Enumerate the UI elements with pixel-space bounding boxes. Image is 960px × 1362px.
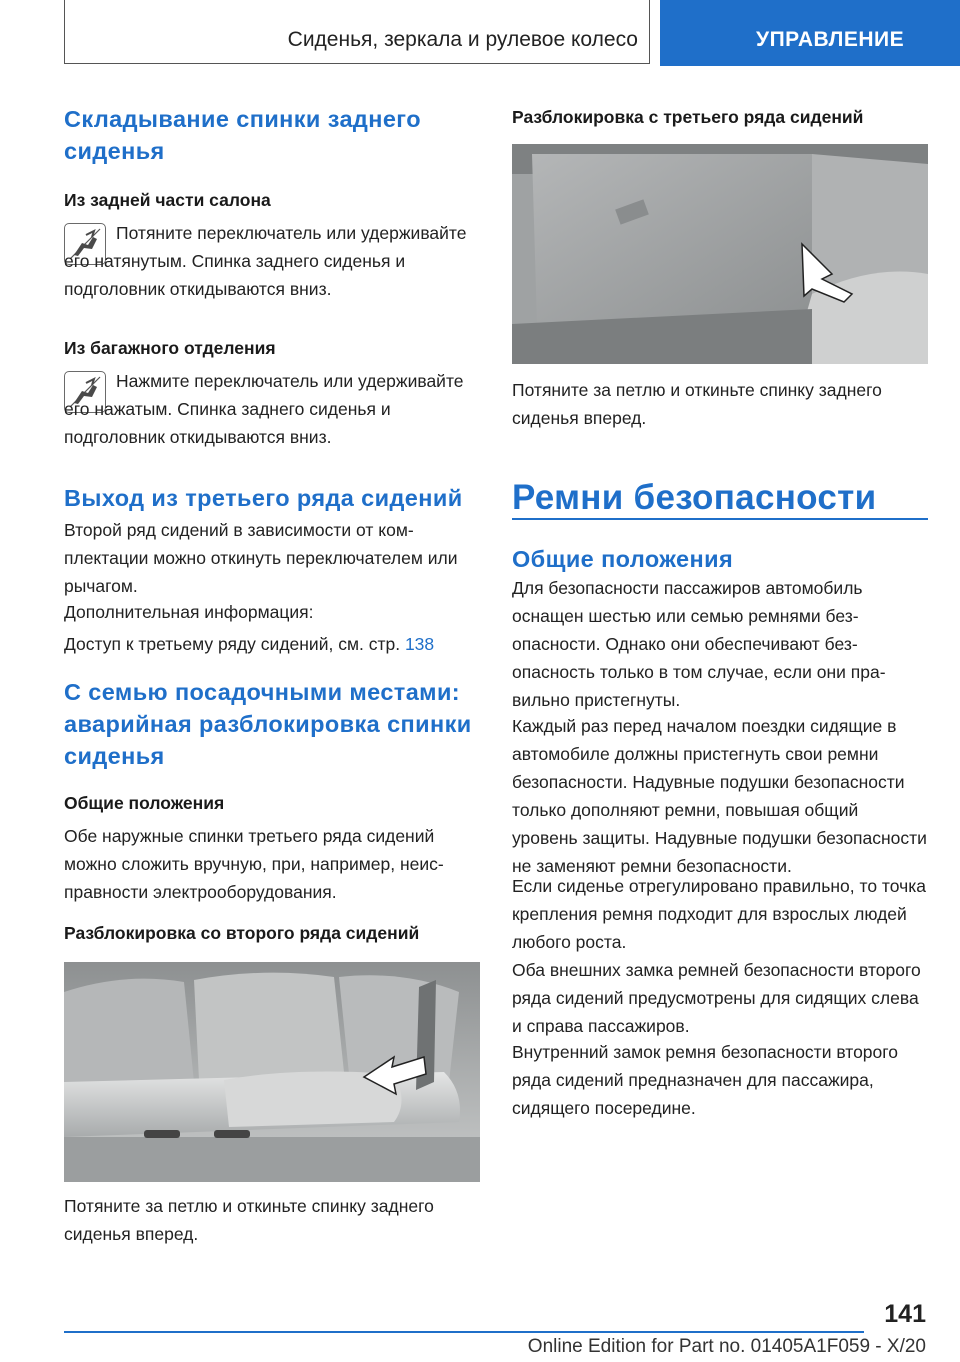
caption-second-row: Потяните за петлю и откиньте спинку заднего сиденья вперед. xyxy=(64,1196,434,1244)
section-title: Сиденья, зеркала и рулевое колесо xyxy=(287,28,638,51)
subheading-unlock-third-row: Разблокировка с третьего ряда сидений xyxy=(512,107,864,127)
subheading-from-trunk: Из багажного отделения xyxy=(64,338,276,358)
heading-seven-seats: С семью посадочными местами: аварийная разблокировка спинки сиденья xyxy=(64,679,472,769)
paragraph-belts-2: Каждый раз перед началом поездки сидящие в автомобиле должны пристегнуть свои ремни безопасности. Надувные подушки безопасности только дополняют ремни, повышая общий уровень защиты. Надувные подушки безопасности не заменяют ремни безопасности. xyxy=(512,716,927,876)
paragraph-belts-5: Внутренний замок ремня безопасности второго ряда сидений предназначен для пассажира, сидящего посередине. xyxy=(512,1042,898,1118)
page-reference-link[interactable]: 138 xyxy=(404,634,435,654)
footer-edition: Online Edition for Part no. 01405A1F059 - X/20 xyxy=(527,1336,926,1357)
access-text: Доступ к третьему ряду сидений, см. стр. xyxy=(64,634,401,654)
heading-fold-backrest: Складывание спинки заднего сиденья xyxy=(64,106,421,164)
heading-seat-belts: Ремни безопасности xyxy=(512,478,877,517)
paragraph-belts-4: Оба внешних замка ремней безопасности второго ряда сидений предусмотрены для сидящих слева и справа пассажиров. xyxy=(512,960,921,1036)
subheading-from-rear: Из задней части салона xyxy=(64,190,271,210)
heading-rule xyxy=(512,518,928,520)
paragraph-belts-1: Для безопасности пассажиров автомобиль оснащен шестью или семью ремнями безопасности. Однако они обеспечивают безопасность только в том случае, если они правильно пристегнуты. xyxy=(512,578,886,710)
page-header xyxy=(0,0,960,66)
paragraph-exit-third-row: Второй ряд сидений в зависимости от комплектации можно откинуть переключателем или рычагом. xyxy=(64,520,458,596)
page-number: 141 xyxy=(884,1300,926,1328)
heading-general-right: Общие положения xyxy=(512,546,734,572)
subheading-unlock-second-row: Разблокировка со второго ряда сидений xyxy=(64,923,420,943)
chapter-tab: УПРАВЛЕНИЕ xyxy=(660,0,960,66)
paragraph-general-left: Обе наружные спинки третьего ряда сидений можно сложить вручную, при, например, неисправности электрооборудования. xyxy=(64,826,444,902)
footer-rule xyxy=(64,1331,864,1333)
subheading-general-left: Общие положения xyxy=(64,793,225,813)
paragraph-belts-3: Если сиденье отрегулировано правильно, то точка крепления ремня подходит для взрослых людей любого роста. xyxy=(512,876,926,952)
photo-third-row-seats xyxy=(512,144,928,364)
photo-second-row-seats xyxy=(64,962,480,1182)
caption-third-row: Потяните за петлю и откиньте спинку заднего сиденья вперед. xyxy=(512,380,882,428)
paragraph-from-rear: Потяните переключатель или удерживайте его натянутым. Спинка заднего сиденья и подголовник откидываются вниз. xyxy=(64,223,467,299)
heading-exit-third-row: Выход из третьего ряда сидений xyxy=(64,485,463,511)
paragraph-from-trunk: Нажмите переключатель или удерживайте его нажатым. Спинка заднего сиденья и подголовник откидываются вниз. xyxy=(64,371,464,447)
paragraph-access xyxy=(64,630,480,658)
paragraph-more-info: Дополнительная информация: xyxy=(64,602,314,622)
